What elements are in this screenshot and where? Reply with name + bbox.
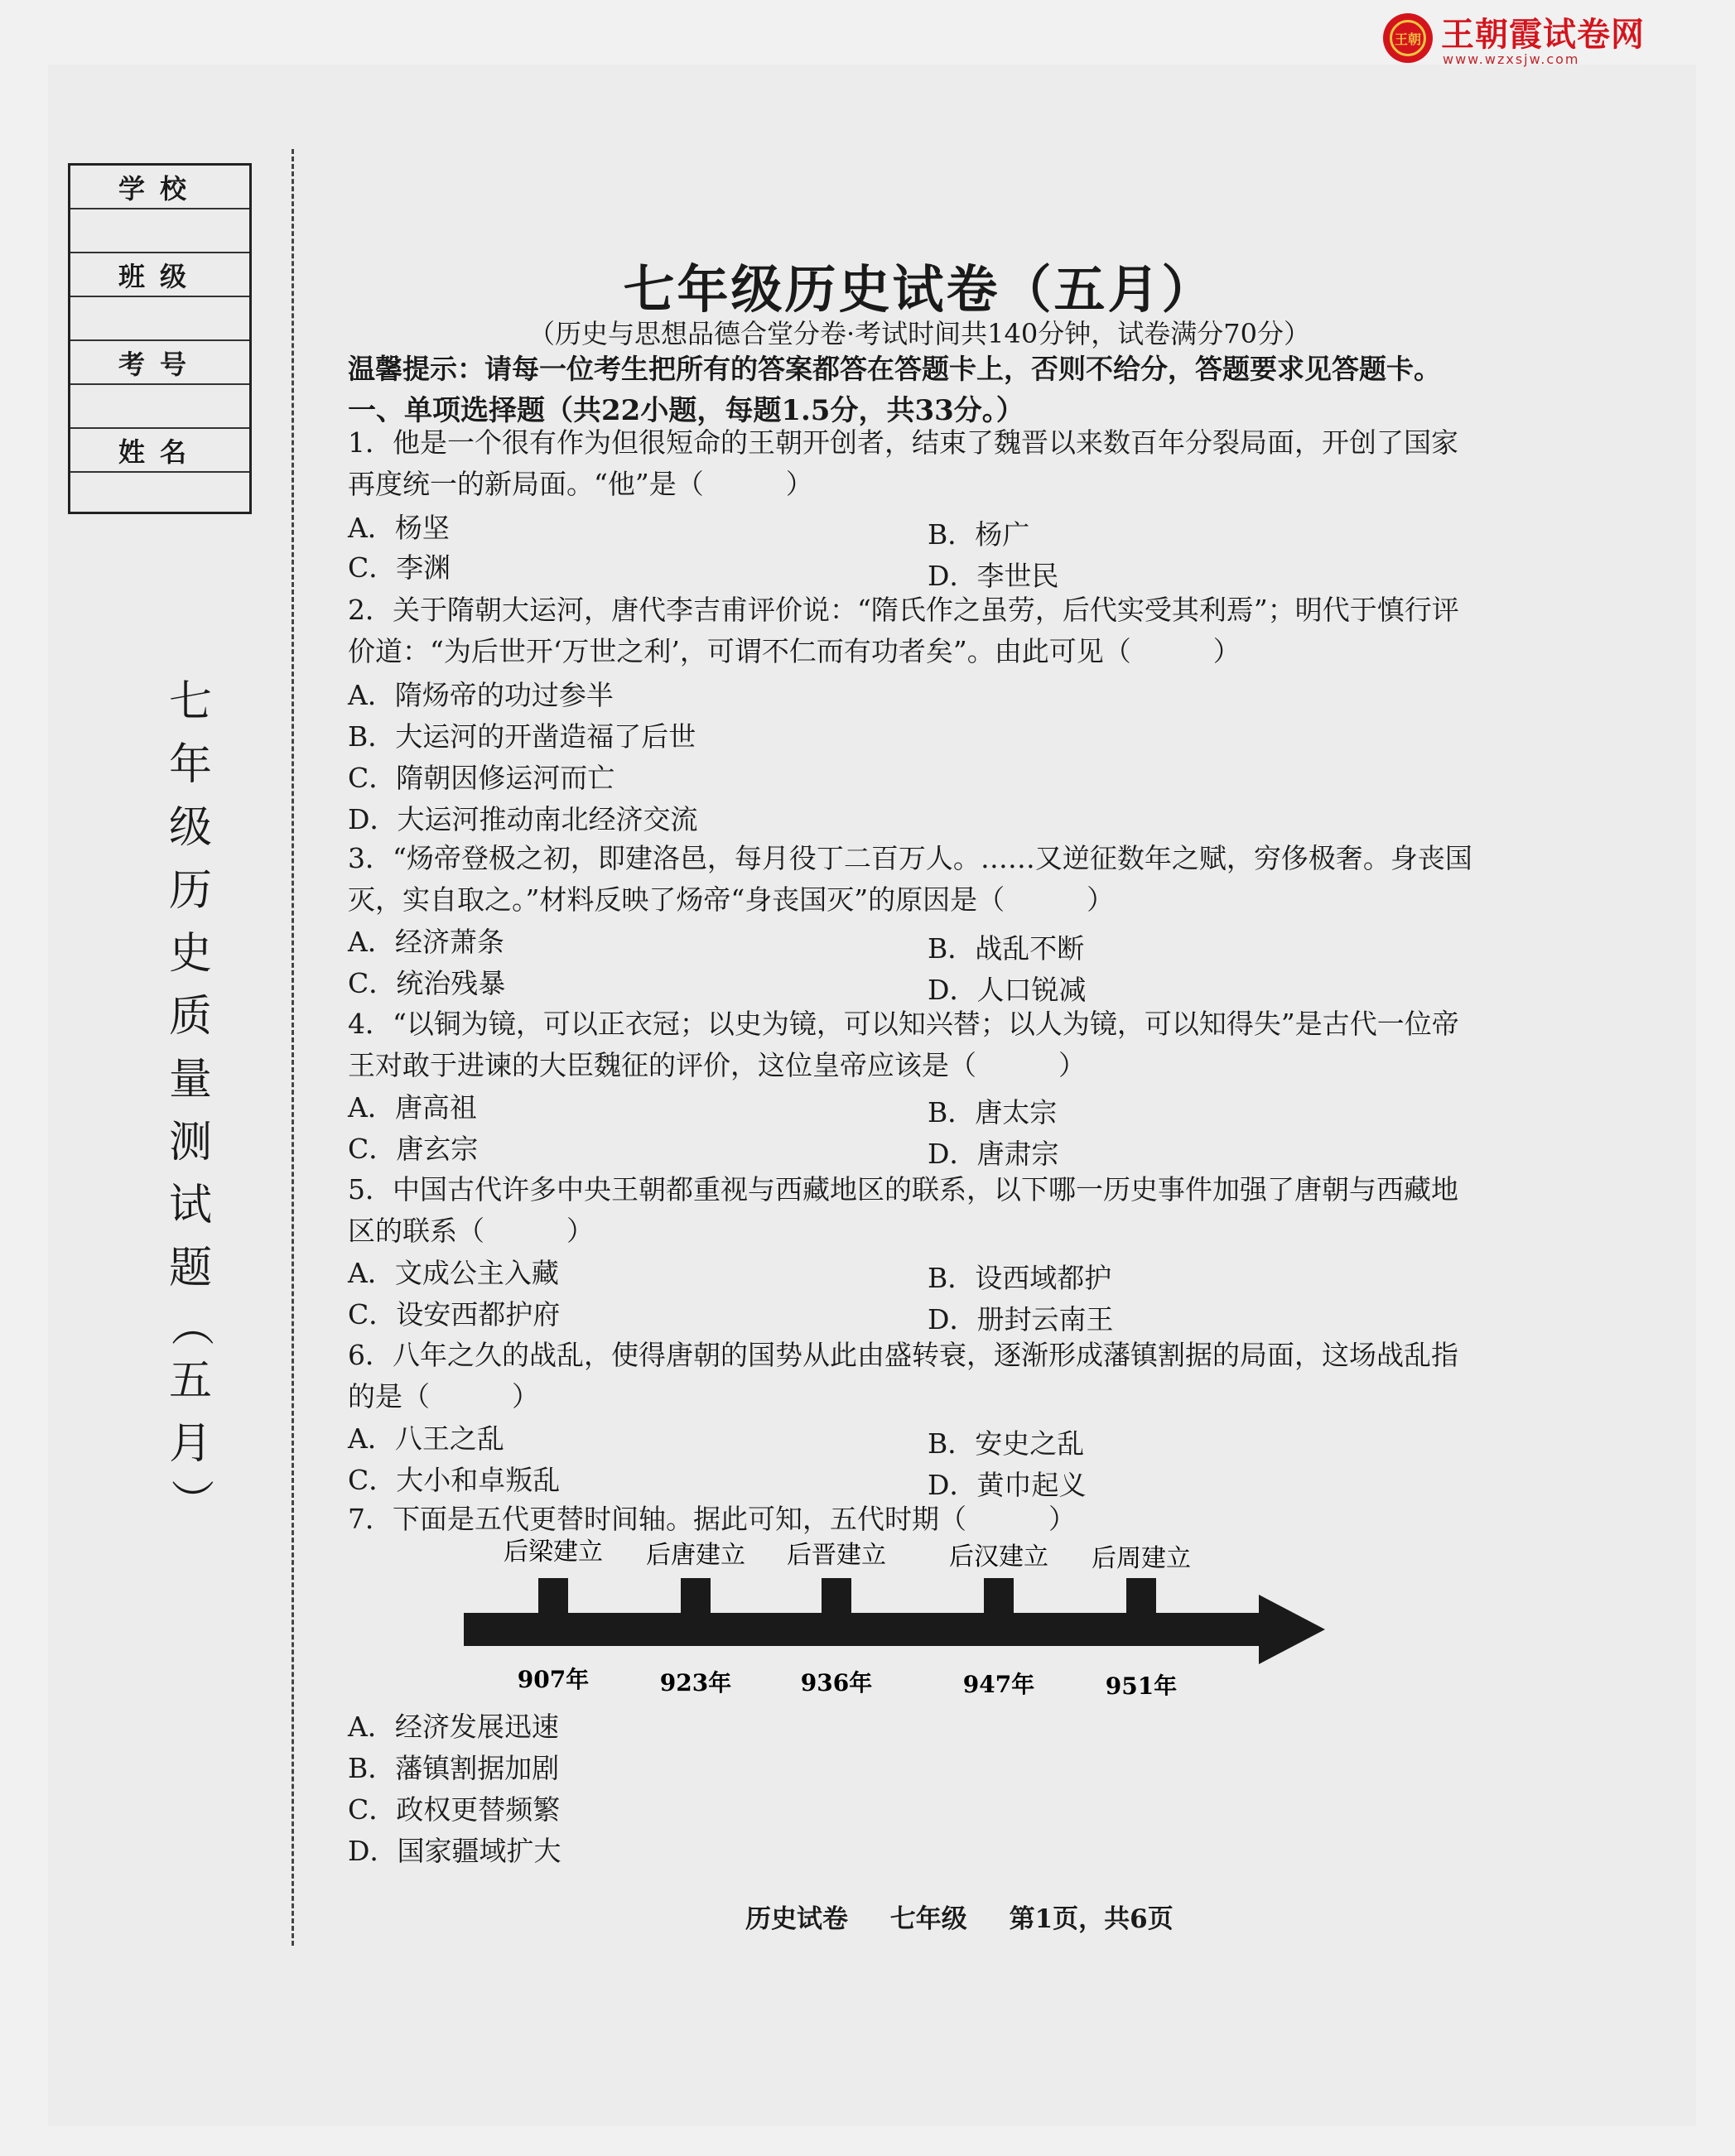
- page-footer: [745, 1898, 1207, 1935]
- school-field[interactable]: [70, 209, 249, 253]
- q2-option-a[interactable]: A．隋炀帝的功过参半: [348, 679, 614, 711]
- side-vertical-title: 七 年 级 历 史 质 量 测 试 题 （ 五 月 ）: [165, 677, 215, 1523]
- q4-option-b[interactable]: B．唐太宗: [928, 1096, 1058, 1129]
- question-6: 6．八年之久的战乱，使得唐朝的国势从此由盛转衰，逐渐形成藩镇割据的局面，这场战乱指的是（ ）: [348, 1339, 1458, 1412]
- q1-option-d[interactable]: D．李世民: [928, 560, 1059, 592]
- question-5: 5．中国古代许多中央王朝都重视与西藏地区的联系，以下哪一历史事件加强了唐朝与西藏地区的联系（ ）: [348, 1173, 1458, 1247]
- timeline-year-923: 923年: [659, 1669, 732, 1696]
- q4-option-a[interactable]: A．唐高祖: [348, 1091, 477, 1124]
- timeline-label-houtang: 后唐建立: [646, 1541, 745, 1570]
- q7-option-c[interactable]: C．政权更替频繁: [348, 1793, 561, 1826]
- timeline-label-houjin: 后晋建立: [787, 1541, 886, 1570]
- question-4: 4．“以铜为镜，可以正衣冠；以史为镜，可以知兴替；以人为镜，可以知得失”是古代一位帝王对敢于进谏的大臣魏征的评价，这位皇帝应该是（ ）: [348, 1008, 1459, 1081]
- q7-option-b[interactable]: B．藩镇割据加剧: [348, 1752, 560, 1784]
- q5-option-c[interactable]: C．设安西都护府: [348, 1298, 561, 1331]
- timeline-label-houliang: 后梁建立: [504, 1538, 603, 1566]
- binding-cut-line: [292, 149, 294, 1946]
- exam-notice: 温馨提示：请每一位考生把所有的答案都答在答题卡上，否则不给分，答题要求见答题卡。: [348, 353, 1441, 385]
- five-dynasties-timeline: [464, 1522, 1325, 1696]
- q6-option-d[interactable]: D．黄巾起义: [928, 1469, 1087, 1501]
- section-heading: 一、单项选择题（共22小题，每题1.5分，共33分。）: [348, 394, 1024, 427]
- timeline-year-907: 907年: [517, 1666, 590, 1693]
- timeline-year-936: 936年: [800, 1669, 873, 1696]
- timeline-marker-936: [822, 1578, 851, 1619]
- footer-grade: 七年级: [889, 1904, 967, 1934]
- name-field[interactable]: [70, 473, 249, 517]
- q1-option-a[interactable]: A．杨坚: [348, 512, 450, 544]
- exam-no-field[interactable]: [70, 385, 249, 429]
- q3-option-b[interactable]: B．战乱不断: [928, 932, 1085, 965]
- timeline-label-houzhou: 后周建立: [1092, 1544, 1191, 1573]
- q5-option-b[interactable]: B．设西域都护: [928, 1262, 1112, 1294]
- name-label: 姓名: [70, 429, 249, 473]
- footer-page-number: 第1页，共6页: [1009, 1904, 1174, 1934]
- timeline-marker-947: [984, 1578, 1014, 1619]
- q6-option-c[interactable]: C．大小和卓叛乱: [348, 1464, 561, 1496]
- class-label: 班级: [70, 253, 249, 297]
- q7-option-a[interactable]: A．经济发展迅速: [348, 1711, 559, 1743]
- q6-option-b[interactable]: B．安史之乱: [928, 1427, 1085, 1460]
- logo-url: www.wzxsjw.com: [1443, 51, 1580, 67]
- question-3: 3．“炀帝登极之初，即建洛邑，每月役丁二百万人。……又逆征数年之赋，穷侈极奢。身丧国灭，实自取之。”材料反映了炀帝“身丧国灭”的原因是（ ）: [348, 842, 1472, 916]
- q3-option-c[interactable]: C．统治残暴: [348, 967, 506, 999]
- timeline-year-951: 951年: [1105, 1672, 1178, 1696]
- q5-option-d[interactable]: D．册封云南王: [928, 1303, 1114, 1335]
- footer-subject: 历史试卷: [745, 1904, 848, 1934]
- q1-option-c[interactable]: C．李渊: [348, 551, 451, 584]
- site-logo[interactable]: [1383, 8, 1723, 73]
- question-2: 2．关于隋朝大运河，唐代李吉甫评价说：“隋氏作之虽劳，后代实受其利焉”；明代于慎行评价道：“为后世开‘万世之利’，可谓不仁而有功者矣”。由此可见（ ）: [348, 594, 1459, 667]
- q2-option-c[interactable]: C．隋朝因修运河而亡: [348, 762, 615, 794]
- q3-option-a[interactable]: A．经济萧条: [348, 926, 504, 958]
- q5-option-a[interactable]: A．文成公主入藏: [348, 1257, 559, 1289]
- q6-option-a[interactable]: A．八王之乱: [348, 1422, 504, 1455]
- timeline-marker-951: [1126, 1578, 1156, 1619]
- timeline-label-houhan: 后汉建立: [949, 1542, 1048, 1571]
- timeline-marker-923: [681, 1578, 711, 1619]
- q1-option-b[interactable]: B．杨广: [928, 518, 1030, 551]
- q2-option-b[interactable]: B．大运河的开凿造福了后世: [348, 720, 696, 753]
- q4-option-d[interactable]: D．唐肃宗: [928, 1138, 1059, 1170]
- exam-title: 七年级历史试卷（五月）: [623, 259, 1216, 320]
- student-info-table: [68, 163, 252, 514]
- question-7: 7．下面是五代更替时间轴。据此可知，五代时期（ ）: [348, 1503, 1076, 1535]
- logo-seal-icon: 王朝: [1383, 13, 1433, 63]
- timeline-marker-907: [538, 1578, 568, 1619]
- exam-no-label: 考号: [70, 341, 249, 385]
- timeline-arrow: [464, 1595, 1325, 1664]
- q7-option-d[interactable]: D．国家疆域扩大: [348, 1835, 561, 1867]
- logo-title: 王朝霞试卷网: [1441, 16, 1645, 54]
- q2-option-d[interactable]: D．大运河推动南北经济交流: [348, 803, 698, 835]
- timeline-year-947: 947年: [962, 1671, 1035, 1696]
- exam-subtitle: （历史与思想品德合堂分卷·考试时间共140分钟，试卷满分70分）: [528, 318, 1310, 349]
- q3-option-d[interactable]: D．人口锐减: [928, 974, 1087, 1006]
- class-field[interactable]: [70, 297, 249, 341]
- school-label: 学校: [70, 166, 249, 209]
- question-1: 1．他是一个很有作为但很短命的王朝开创者，结束了魏晋以来数百年分裂局面，开创了国家再度统一的新局面。“他”是（ ）: [348, 426, 1458, 500]
- q4-option-c[interactable]: C．唐玄宗: [348, 1133, 479, 1165]
